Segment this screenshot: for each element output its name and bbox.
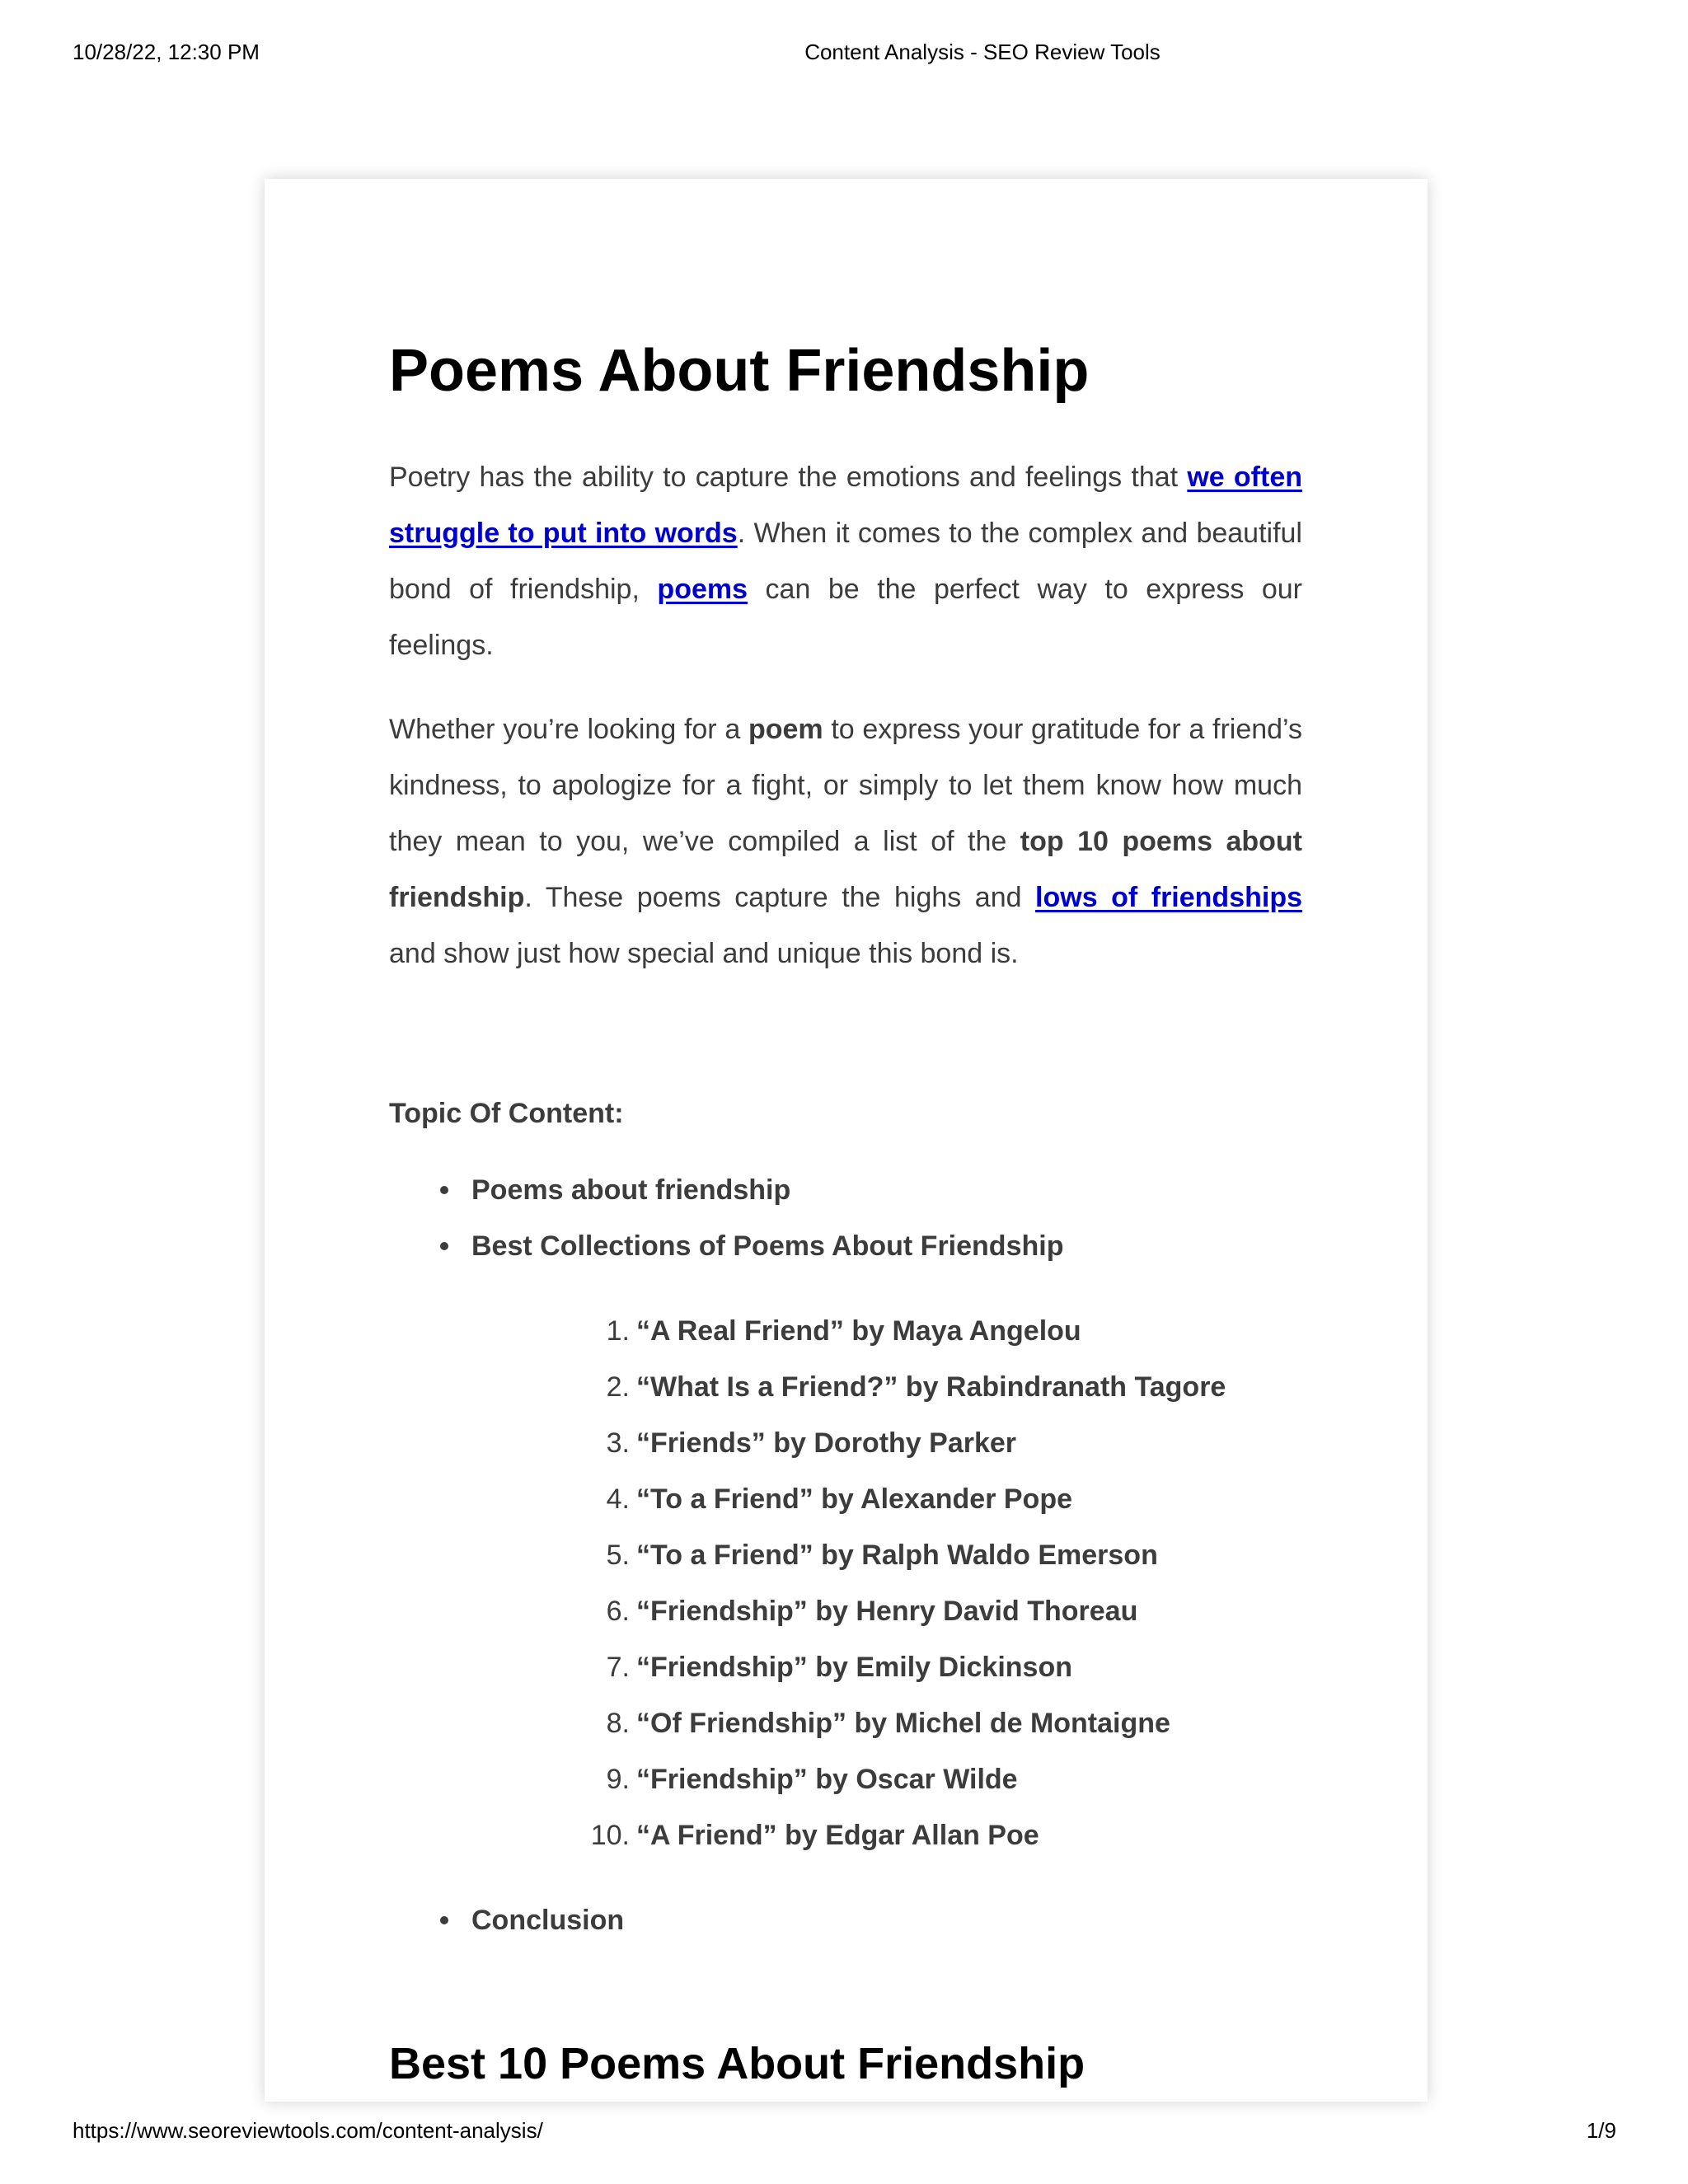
poem-list-item[interactable]: [471, 1751, 1302, 1807]
poem-title: “Friendship” by Emily Dickinson: [636, 1652, 1072, 1683]
poem-list-item[interactable]: [471, 1359, 1302, 1415]
poem-number: 10.: [590, 1820, 630, 1851]
poem-number: 6.: [606, 1596, 630, 1627]
link-struggle-to-put-into-words[interactable]: we often struggle to put into words: [389, 462, 1302, 549]
bullet-icon: [440, 1916, 448, 1924]
p2-text-2: to express your gratitude for a friend’s kindness, to apologize for a fight, or simply to let them know how much they mean to you, we’ve compiled a list of the: [389, 714, 1302, 857]
toc-item-label: Best Collections of Poems About Friendship: [471, 1230, 1064, 1262]
poem-list-item[interactable]: [471, 1471, 1302, 1527]
bullet-icon: [440, 1242, 448, 1250]
p2-text-4: and show just how special and unique this bond is.: [389, 938, 1019, 969]
link-poems[interactable]: poems: [657, 574, 748, 605]
p2-bold-top-10: top 10 poems about friendship: [389, 826, 1302, 913]
poem-title: “A Friend” by Edgar Allan Poe: [636, 1820, 1039, 1851]
poem-list-item[interactable]: [471, 1303, 1302, 1359]
article-title: Poems About Friendship: [389, 338, 1090, 404]
poem-list-item[interactable]: [471, 1583, 1302, 1639]
intro-text-1: Poetry has the ability to capture the emotions and feelings that: [389, 462, 1188, 493]
toc-item[interactable]: [389, 1218, 1302, 1863]
print-footer: [0, 2118, 1688, 2151]
poem-number: 5.: [606, 1540, 630, 1571]
poem-list-item[interactable]: [471, 1527, 1302, 1583]
p2-bold-poem: poem: [748, 714, 823, 745]
poem-title: “Friendship” by Henry David Thoreau: [636, 1596, 1138, 1627]
poem-title: “To a Friend” by Ralph Waldo Emerson: [636, 1540, 1158, 1571]
toc-item-label: Poems about friendship: [471, 1174, 791, 1206]
poem-number: 1.: [606, 1315, 630, 1347]
p2-text-3: . These poems capture the highs and: [524, 882, 1036, 913]
poem-list-item[interactable]: [471, 1415, 1302, 1471]
bullet-icon: [440, 1186, 448, 1194]
section-heading: Best 10 Poems About Friendship: [389, 2039, 1085, 2088]
poem-number: 3.: [606, 1427, 630, 1459]
print-datetime: 10/28/22, 12:30 PM: [73, 40, 260, 64]
print-url: https://www.seoreviewtools.com/content-analysis/: [73, 2118, 543, 2143]
poem-list-item[interactable]: [471, 1695, 1302, 1751]
p2-text-1: Whether you’re looking for a: [389, 714, 748, 745]
intro-text-3: can be the perfect way to express our feelings.: [389, 574, 1302, 661]
intro-text-2: . When it comes to the complex and beautiful bond of friendship,: [389, 518, 1302, 605]
poem-list-item[interactable]: [471, 1807, 1302, 1863]
print-page-title: Content Analysis - SEO Review Tools: [804, 40, 1160, 64]
intro-paragraph: [389, 449, 1302, 673]
poem-title: “What Is a Friend?” by Rabindranath Tagore: [636, 1371, 1226, 1403]
table-of-contents: [389, 1162, 1302, 1948]
poem-title: “To a Friend” by Alexander Pope: [636, 1483, 1072, 1515]
toc-item[interactable]: [389, 1162, 1302, 1218]
link-lows-of-friendships[interactable]: lows of friendships: [1035, 882, 1302, 913]
article-content: [389, 335, 1302, 2091]
poem-number: 2.: [606, 1371, 630, 1403]
poem-title: “Of Friendship” by Michel de Montaigne: [636, 1708, 1170, 1739]
print-page-number: 1/9: [1586, 2118, 1616, 2143]
poems-list: [471, 1303, 1302, 1863]
poem-number: 4.: [606, 1483, 630, 1515]
poem-title: “A Real Friend” by Maya Angelou: [636, 1315, 1081, 1347]
print-header: [0, 40, 1688, 73]
poem-title: “Friends” by Dorothy Parker: [636, 1427, 1017, 1459]
poem-list-item[interactable]: [471, 1639, 1302, 1695]
article-card: [265, 179, 1428, 2102]
poem-number: 7.: [606, 1652, 630, 1683]
toc-item[interactable]: [389, 1892, 1302, 1948]
poem-number: 9.: [606, 1764, 630, 1795]
poem-title: “Friendship” by Oscar Wilde: [636, 1764, 1018, 1795]
second-paragraph: [389, 701, 1302, 982]
poem-number: 8.: [606, 1708, 630, 1739]
toc-item-label: Conclusion: [471, 1905, 625, 1936]
toc-title: Topic Of Content:: [389, 1098, 624, 1129]
